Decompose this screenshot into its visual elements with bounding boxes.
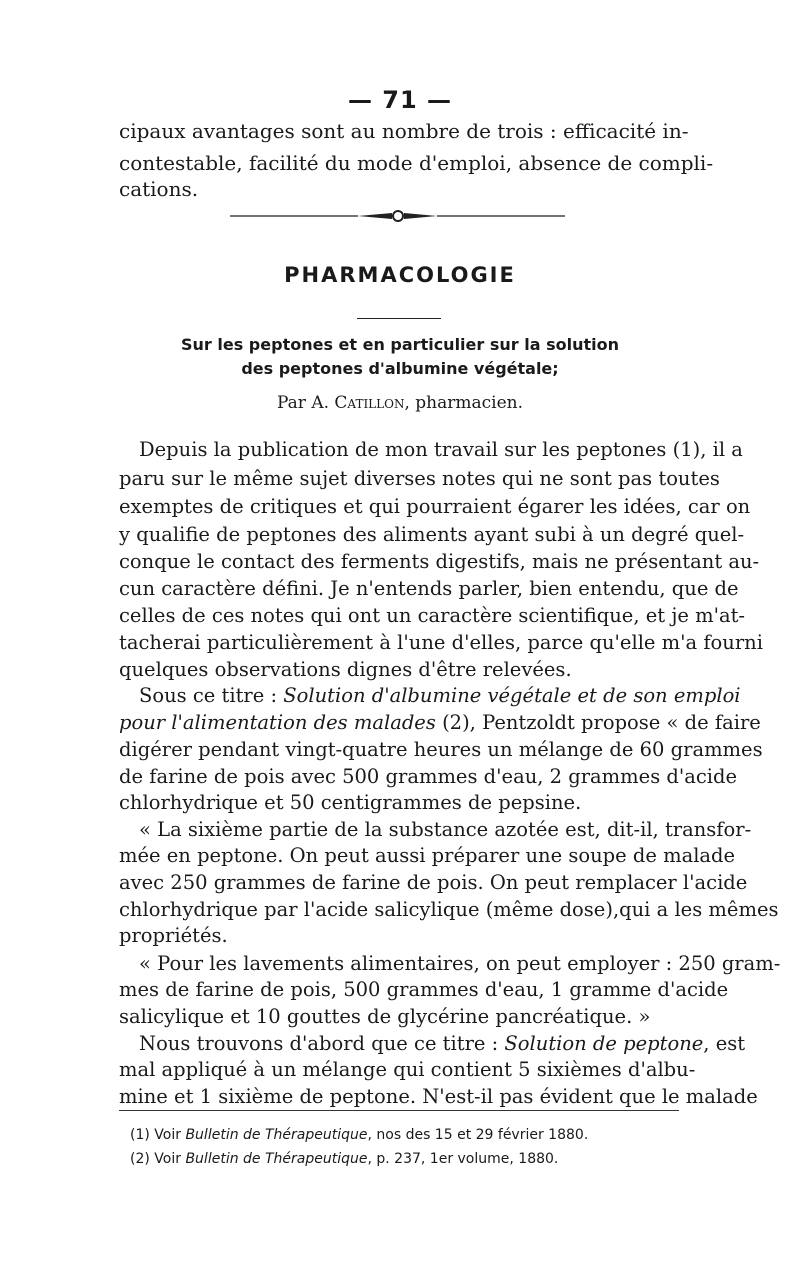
body-line: de farine de pois avec 500 grammes d'eau, 2 grammes d'acide [119, 765, 738, 788]
body-line: paru sur le même sujet diverses notes qui ne sont pas toutes [119, 467, 720, 490]
body-line: « Pour les lavements alimentaires, on peut employer : 250 gram- [139, 952, 781, 975]
body-line: conque le contact des ferments digestifs, mais ne présentant au- [119, 550, 760, 573]
section-title: PHARMACOLOGIE [284, 263, 516, 287]
footnote-number: (2) [130, 1151, 150, 1167]
footnote-text: , nos des 15 et 29 février 1880. [367, 1127, 589, 1143]
byline-prefix: Par A. [276, 393, 330, 413]
body-text: (2), Pentzoldt propose « de faire [442, 711, 761, 734]
body-line: Depuis la publication de mon travail sur les peptones (1), il a [139, 438, 743, 461]
body-line: mes de farine de pois, 500 grammes d'eau, 1 gramme d'acide [119, 978, 729, 1001]
body-line: cun caractère défini. Je n'entends parler, bien entendu, que de [119, 577, 739, 600]
body-line: mée en peptone. On peut aussi préparer une soupe de malade [119, 844, 736, 867]
article-title-line: des peptones d'albumine végétale; [241, 359, 559, 378]
body-italic: Solution d'albumine végétale et de son emploi [283, 684, 741, 707]
intro-line: contestable, facilité du mode d'emploi, absence de compli- [119, 151, 714, 175]
body-line: avec 250 grammes de farine de pois. On peut remplacer l'acide [119, 871, 748, 894]
body-italic: pour l'alimentation des malades [119, 711, 436, 734]
footnote [130, 1149, 670, 1169]
body-line: « La sixième partie de la substance azotée est, dit-il, transfor- [139, 818, 752, 841]
footnote-italic: Bulletin de Thérapeutique [185, 1151, 368, 1167]
body-line: propriétés. [119, 924, 228, 947]
footnote-text: Voir [154, 1151, 181, 1167]
footnote-text: , p. 237, 1er volume, 1880. [367, 1151, 559, 1167]
body-line: quelques observations dignes d'être relevées. [119, 658, 572, 681]
body-line: exemptes de critiques et qui pourraient égarer les idées, car on [119, 495, 751, 518]
body-line [119, 710, 761, 736]
byline-author: Catillon [334, 393, 405, 413]
body-line [119, 683, 741, 709]
body-line: chlorhydrique par l'acide salicylique (même dose),qui a les mêmes [119, 898, 779, 921]
intro-line: cations. [119, 177, 199, 201]
body-line: chlorhydrique et 50 centigrammes de pepsine. [119, 791, 582, 814]
footnote-italic: Bulletin de Thérapeutique [185, 1127, 368, 1143]
byline [0, 393, 800, 413]
body-text: , est [703, 1032, 746, 1055]
body-text: Nous trouvons d'abord que ce titre : [139, 1032, 499, 1055]
body-line: tacherai particulièrement à l'une d'elles, parce qu'elle m'a fourni [119, 631, 763, 654]
body-line: mal appliqué à un mélange qui contient 5 sixièmes d'albu- [119, 1058, 696, 1081]
article-title-line: Sur les peptones et en particulier sur la solution [181, 335, 619, 354]
intro-line: cipaux avantages sont au nombre de trois : efficacité in- [119, 119, 689, 143]
title-rule [357, 318, 441, 319]
body-line: salicylique et 10 gouttes de glycérine pancréatique. » [119, 1005, 651, 1028]
body-italic: Solution de peptone [504, 1032, 704, 1055]
byline-suffix: , pharmacien. [404, 393, 523, 413]
body-line: celles de ces notes qui ont un caractère scientifique, et je m'at- [119, 604, 746, 627]
body-line: mine et 1 sixième de peptone. N'est-il pas évident que le malade [119, 1085, 758, 1108]
page-number: — 71 — [347, 86, 453, 114]
footnote-text: Voir [154, 1127, 181, 1143]
body-text: Sous ce titre : [139, 684, 278, 707]
body-line [119, 1031, 746, 1057]
footnote [130, 1125, 670, 1145]
footnote-number: (1) [130, 1127, 150, 1143]
ornament-divider [230, 206, 565, 226]
body-line: digérer pendant vingt-quatre heures un mélange de 60 grammes [119, 738, 763, 761]
body-line: y qualifie de peptones des aliments ayant subi à un degré quel- [119, 523, 745, 546]
footnote-rule [119, 1110, 679, 1111]
